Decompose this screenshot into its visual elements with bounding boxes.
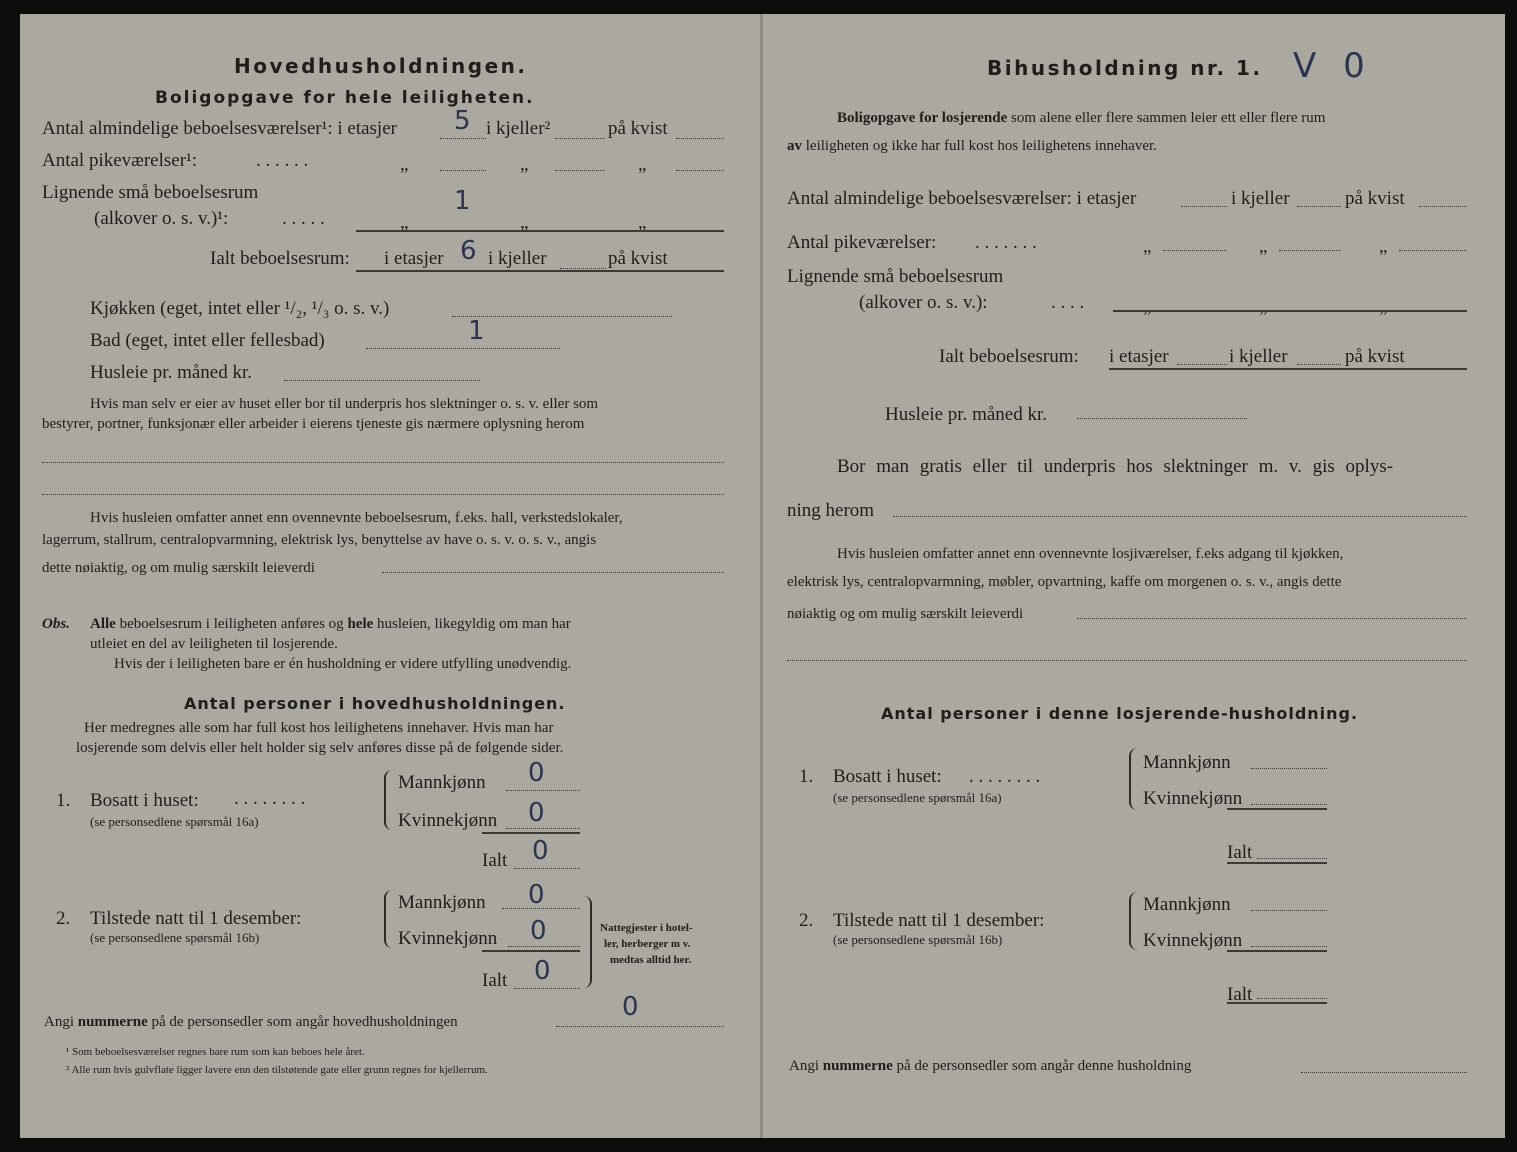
right-q2-number: 2. [799,910,814,931]
right-q1-label: Bosatt i huset: [833,766,942,787]
left-q2-number: 2. [56,908,71,929]
right-q2-ref: (se personsedlene spørsmål 16b) [833,932,1003,947]
left-row3-quote-2: „ [520,212,529,233]
right-row3-quote-2: „ [1259,296,1268,317]
right-q1-mann: Mannkjønn [1143,752,1231,773]
left-q2-sumline [482,950,580,952]
left-obs-text1: beboelsesrum i leiligheten anføres og [119,616,344,632]
left-q1-label: Bosatt i huset: [90,790,199,811]
left-note2-line3: dette nøiaktig, og om mulig særskilt leieverdi [42,560,315,576]
left-obs-label: Obs. [42,616,70,632]
right-q2-mann-field[interactable] [1251,910,1327,911]
left-husleie-label: Husleie pr. måned kr. [90,362,252,383]
left-kjokken-field[interactable] [452,316,672,317]
left-angi-field[interactable] [556,1026,724,1027]
left-page-hovedhusholdning [20,14,760,1138]
right-intro-av: av [787,138,802,154]
left-note1-line1: Hvis man selv er eier av huset eller bor til underpris hos slektninger o. s. v. eller som [90,396,599,412]
left-total-kjeller: i kjeller [488,248,547,269]
left-angi-t1: Angi [44,1014,74,1030]
right-row2-quote-1: „ [1143,236,1152,257]
right-q2-kvinne: Kvinnekjønn [1143,930,1243,951]
left-note2-line2: lagerrum, stallrum, centralopvarmning, elektrisk lys, benyttelse av have o. s. v. o. s. v., angis [42,532,597,548]
right-total-label: Ialt beboelsesrum: [939,346,1079,367]
hw-angi: 0 [622,992,639,1022]
left-angi-t2: på de personsedler som angår hovedhusholdningen [151,1014,458,1030]
right-gratis-line2: ning herom [787,500,875,521]
right-q1-ialt-underline [1227,862,1327,864]
left-q2-kvinne-field[interactable] [508,946,580,947]
right-row3-quote-3: „ [1379,296,1388,317]
right-q1-mann-field[interactable] [1251,768,1327,769]
left-nattegjester-3: medtas alltid her. [610,954,692,966]
left-note1-field-1[interactable] [42,462,724,463]
right-q2-ialt-underline [1227,1002,1327,1004]
left-q2-brace [384,890,394,948]
right-q2-ialt: Ialt [1227,984,1253,1005]
left-total-kjeller-field[interactable] [560,268,606,269]
right-note-line1: Hvis husleien omfatter annet enn ovennevnte losjiværelser, f.eks adgang til kjøkken, [837,546,1344,562]
left-q2-kvinne: Kvinnekjønn [398,928,498,949]
left-q1-ref: (se personsedlene spørsmål 16a) [90,814,259,829]
right-row3-label1: Lignende små beboelsesrum [787,266,1004,287]
left-row2-etasjer-field[interactable] [440,170,486,171]
right-q1-brace [1129,748,1139,810]
left-kjokken-label: Kjøkken (eget, intet eller ¹/₂, ¹/₃ o. s. v.) [90,298,390,319]
hw-row3-etasjer: 1 [454,186,471,216]
hw-row1-etasjer: 5 [454,106,471,136]
hw-q2-kvinne: 0 [530,916,547,946]
right-q2-mann: Mannkjønn [1143,894,1231,915]
left-row2-dots: . . . . . . [256,150,309,171]
left-obs-text3: utleiet en del av leiligheten til losjerende. [90,636,338,652]
left-row1-kvist-field[interactable] [676,138,724,139]
right-note-line2: elektrisk lys, centralopvarmning, møbler, opvartning, kaffe om morgenen o. s. v., angis dette [787,574,1342,590]
right-q1-ialt-field[interactable] [1257,858,1327,859]
right-gratis-line1: Bor man gratis eller til underpris hos slektninger m. v. gis oplys- [837,456,1394,477]
left-q1-dots: . . . . . . . . [234,788,306,809]
left-subtitle: Boligopgave for hele leiligheten. [155,88,535,108]
right-q1-kvinne: Kvinnekjønn [1143,788,1243,809]
left-q1-kvinne: Kvinnekjønn [398,810,498,831]
left-q2-right-brace [582,896,592,988]
right-total-kjeller-field[interactable] [1297,364,1341,365]
left-q2-ialt: Ialt [482,970,508,991]
right-row2-quote-3: „ [1379,236,1388,257]
left-q1-ialt: Ialt [482,850,508,871]
left-row1-label: Antal almindelige beboelsesværelser¹: i etasjer [42,118,397,139]
right-q1-kvinne-field[interactable] [1251,804,1327,805]
right-q2-ialt-field[interactable] [1257,998,1327,999]
left-nattegjester-1: Nattegjester i hotel- [600,922,693,934]
right-q2-label: Tilstede natt til 1 desember: [833,910,1045,931]
right-husleie-label: Husleie pr. måned kr. [885,404,1047,425]
right-angi-nummerne: nummerne [822,1058,893,1074]
right-row1-label: Antal almindelige beboelsesværelser: i etasjer [787,188,1137,209]
hw-q1-ialt: 0 [532,836,549,866]
right-angi-field[interactable] [1301,1072,1467,1073]
left-row2-quote-1: „ [400,154,409,175]
left-total-label: Ialt beboelsesrum: [210,248,350,269]
left-husleie-field[interactable] [284,380,480,381]
right-q1-ialt: Ialt [1227,842,1253,863]
left-angi-nummerne: nummerne [77,1014,148,1030]
left-q2-mann: Mannkjønn [398,892,486,913]
left-bad-label: Bad (eget, intet eller fellesbad) [90,330,325,351]
left-title: Hovedhusholdningen. [234,54,528,78]
left-obs-text2: husleien, likegyldig om man har [377,616,571,632]
right-total-etasjer-field[interactable] [1177,364,1227,365]
left-row1-kjeller: i kjeller² [486,118,551,139]
left-q2-ialt-field[interactable] [514,988,580,989]
right-row1-kjeller-field[interactable] [1297,206,1341,207]
right-total-kjeller: i kjeller [1229,346,1288,367]
right-q1-dots: . . . . . . . . [969,766,1041,787]
right-q1-sumline [1227,808,1327,810]
hw-q2-ialt: 0 [534,956,551,986]
left-q1-brace [384,770,394,830]
right-note-line3: nøiaktig og om mulig særskilt leieverdi [787,606,1024,622]
left-q1-mann: Mannkjønn [398,772,486,793]
right-q2-kvinne-field[interactable] [1251,946,1327,947]
left-row2-label: Antal pikeværelser¹: [42,150,198,171]
left-persons-title: Antal personer i hovedhusholdningen. [184,694,566,713]
right-total-etasjer: i etasjer [1109,346,1169,367]
right-intro-bold: Boligopgave for losjerende [837,110,1008,126]
left-row3-label2: (alkover o. s. v.)¹: [94,208,229,229]
left-row1-kjeller-field[interactable] [555,138,605,139]
right-row3-dots: . . . . [1051,292,1085,313]
left-q1-mann-field[interactable] [506,790,580,791]
right-q1-ref: (se personsedlene spørsmål 16a) [833,790,1002,805]
right-row2-dots: . . . . . . . [975,232,1037,253]
left-row2-kjeller-field[interactable] [555,170,605,171]
left-total-etasjer: i etasjer [384,248,444,269]
left-obs-text4: Hvis der i leiligheten bare er én husholdning er videre utfylling unødvendig. [114,656,572,672]
left-persons-note2: losjerende som delvis eller helt holder sig selv anføres disse på de følgende sider. [76,740,564,756]
right-intro-b: leiligheten og ikke har full kost hos leilighetens innehaver. [805,138,1157,154]
left-q2-ref: (se personsedlene spørsmål 16b) [90,930,260,945]
right-page-bihusholdning [763,14,1505,1138]
right-total-underline [1109,368,1467,370]
right-note-field-2[interactable] [787,660,1467,661]
left-row3-label1: Lignende små beboelsesrum [42,182,259,203]
right-row1-kjeller: i kjeller [1231,188,1290,209]
right-q2-brace [1129,892,1139,950]
left-note2-line1: Hvis husleien omfatter annet enn ovennevnte beboelsesrum, f.eks. hall, verkstedslokaler, [90,510,623,526]
right-persons-title: Antal personer i denne losjerende-husholdning. [881,704,1359,723]
hw-q1-mann: 0 [528,758,545,788]
left-footnote-2: ² Alle rum hvis gulvflate ligger lavere enn den tilstøtende gate eller grunn regnes for kjellerrum. [66,1064,488,1076]
right-row2-kvist-field[interactable] [1399,250,1467,251]
left-bad-field[interactable] [366,348,560,349]
right-husleie-field[interactable] [1077,418,1247,419]
left-note1-line2: bestyrer, portner, funksjonær eller arbeider i eierens tjeneste gis nærmere oplysning herom [42,416,585,432]
right-row2-label: Antal pikeværelser: [787,232,937,253]
hw-right-title: V 0 [1293,46,1373,86]
right-angi-t1: Angi [789,1058,819,1074]
left-row1-kvist: på kvist [608,118,668,139]
hw-q1-kvinne: 0 [528,798,545,828]
right-total-kvist: på kvist [1345,346,1405,367]
left-row2-quote-2: „ [520,154,529,175]
right-row1-kvist: på kvist [1345,188,1405,209]
right-row3-quote-1: „ [1143,296,1152,317]
hw-bad: 1 [468,316,485,346]
left-q2-label: Tilstede natt til 1 desember: [90,908,302,929]
right-row3-label2: (alkover o. s. v.): [859,292,988,313]
right-q1-number: 1. [799,766,814,787]
right-title: Bihusholdning nr. 1. [987,56,1263,80]
right-row2-quote-2: „ [1259,236,1268,257]
right-row1-etasjer-field[interactable] [1181,206,1227,207]
left-q1-kvinne-field[interactable] [506,828,580,829]
right-q2-sumline [1227,950,1327,952]
right-angi-t2: på de personsedler som angår denne husholdning [896,1058,1192,1074]
right-row1-kvist-field[interactable] [1419,206,1467,207]
left-obs-alle: Alle [90,616,116,632]
left-footnote-1: ¹ Som beboelsesværelser regnes bare rum som kan beboes hele året. [66,1046,365,1058]
left-row1-etasjer-field[interactable] [440,138,486,139]
left-total-underline [356,270,724,272]
left-obs-hele: hele [347,616,374,632]
hw-total-etasjer: 6 [460,236,477,266]
left-persons-note1: Her medregnes alle som har full kost hos leilighetens innehaver. Hvis man har [84,720,554,736]
right-row3-underline [1113,310,1467,312]
right-note-field-1[interactable] [1077,618,1467,619]
hw-q2-mann: 0 [528,880,545,910]
census-form-sheet [20,14,1505,1138]
right-row2-kjeller-field[interactable] [1279,250,1341,251]
left-note2-field[interactable] [382,572,724,573]
left-nattegjester-2: ler, herberger m v. [604,938,691,950]
left-row3-underline [356,230,724,232]
left-note1-field-2[interactable] [42,494,724,495]
right-intro-a: som alene eller flere sammen leier ett eller flere rum [1011,110,1326,126]
left-row3-dots: . . . . . [282,208,325,229]
right-row2-etasjer-field[interactable] [1163,250,1227,251]
left-row2-kvist-field[interactable] [676,170,724,171]
left-q1-ialt-field[interactable] [514,868,580,869]
left-q1-number: 1. [56,790,71,811]
right-gratis-field[interactable] [893,516,1467,517]
left-row3-quote-3: „ [638,212,647,233]
left-q1-sumline [482,832,580,834]
left-total-kvist: på kvist [608,248,668,269]
left-row3-quote-1: „ [400,212,409,233]
left-row2-quote-3: „ [638,154,647,175]
